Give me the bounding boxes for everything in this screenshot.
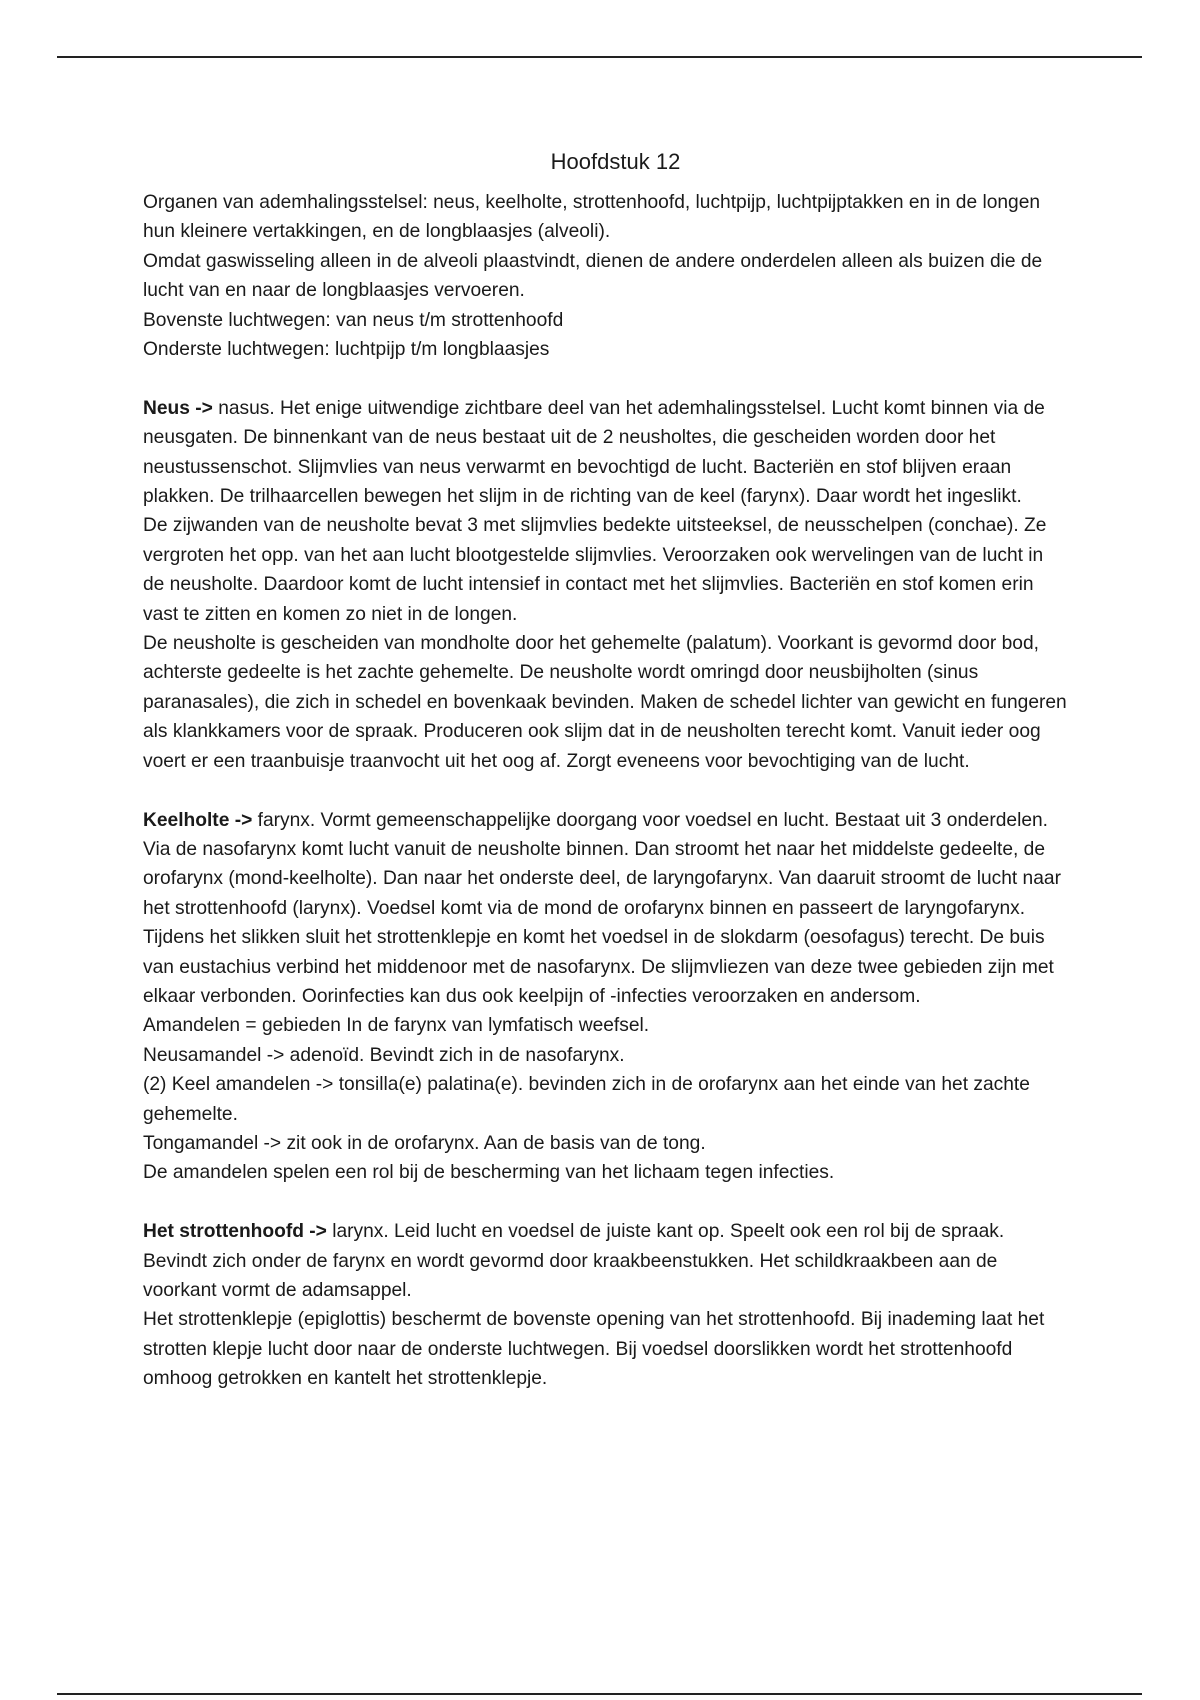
section-keelholte-paragraph: De amandelen spelen een rol bij de bescherming van het lichaam tegen infecties. bbox=[143, 1162, 835, 1184]
paragraph-spacer bbox=[143, 776, 1068, 805]
page-title: Hoofdstuk 12 bbox=[550, 149, 681, 174]
section-keelholte-paragraph: Amandelen = gebieden In de farynx van lymfatisch weefsel. bbox=[143, 1015, 650, 1037]
paragraph-spacer bbox=[143, 1188, 1068, 1217]
section-heading-strottenhoofd: Het strottenhoofd -> bbox=[143, 1221, 327, 1243]
document-page bbox=[143, 144, 1068, 1394]
section-keelholte-paragraph: Tongamandel -> zit ook in de orofarynx. Aan de basis van de tong. bbox=[143, 1132, 706, 1154]
footer-rule bbox=[57, 1693, 1142, 1695]
paragraph-spacer bbox=[143, 364, 1068, 393]
section-strottenhoofd-text: larynx. Leid lucht en voedsel de juiste kant op. Speelt ook een rol bij de spraak. Bevindt zich onder de farynx en wordt gevormd door kraakbeenstukken. Het schildkraakbeen aan de voorkant vormt de adamsappel. bbox=[143, 1221, 1005, 1301]
section-keelholte-paragraph: Neusamandel -> adenoïd. Bevindt zich in de nasofarynx. bbox=[143, 1044, 625, 1066]
intro-line: Organen van ademhalingsstelsel: neus, keelholte, strottenhoofd, luchtpijp, luchtpijptakken en in de longen hun kleinere vertakkingen, en de longblaasjes (alveoli). bbox=[143, 192, 1041, 243]
section-keelholte-paragraph: (2) Keel amandelen -> tonsilla(e) palatina(e). bevinden zich in de orofarynx aan het einde van het zachte gehemelte. bbox=[143, 1074, 1030, 1125]
section-heading-keelholte: Keelholte -> bbox=[143, 809, 253, 831]
intro-line: Bovenste luchtwegen: van neus t/m strottenhoofd bbox=[143, 309, 564, 331]
section-keelholte-lead bbox=[143, 806, 1068, 1012]
section-strottenhoofd-lead bbox=[143, 1217, 1068, 1305]
intro-line: Omdat gaswisseling alleen in de alveoli plaastvindt, dienen de andere onderdelen alleen als buizen die de lucht van en naar de longblaasjes vervoeren. bbox=[143, 250, 1043, 302]
intro-line: Onderste luchtwegen: luchtpijp t/m longblaasjes bbox=[143, 339, 550, 361]
section-keelholte-text: farynx. Vormt gemeenschappelijke doorgang voor voedsel en lucht. Bestaat uit 3 onderdelen. Via de nasofarynx komt lucht vanuit de neusholte binnen. Dan stroomt het naar het middelste gedeelte, de orofarynx (mond-keelholte). Dan naar het onderste deel, de laryngofarynx. Van daaruit stroomt de lucht naar het strottenhoofd (larynx). Voedsel komt via de mond de orofarynx binnen en passeert de laryngofarynx. Tijdens het slikken sluit het strottenklepje en komt het voedsel in de slokdarm (oesofagus) terecht. De buis van eustachius verbind het middenoor met de nasofarynx. De slijmvliezen van deze twee gebieden zijn met elkaar verbonden. Oorinfecties kan dus ook keelpijn of -infecties veroorzaken en andersom. bbox=[143, 809, 1061, 1007]
section-neus-paragraph: De neusholte is gescheiden van mondholte door het gehemelte (palatum). Voorkant is gevormd door bod, achterste gedeelte is het zachte gehemelte. De neusholte wordt omringd door neusbijholten (sinus paranasales), die zich in schedel en bovenkaak bevinden. Maken de schedel lichter van gewicht en fungeren als klankkamers voor de spraak. Produceren ook slijm dat in de neusholten terecht komt. Vanuit ieder oog voert er een traanbuisje traanvocht uit het oog af. Zorgt eveneens voor bevochtiging van de lucht. bbox=[143, 633, 1067, 772]
section-neus-paragraph: De zijwanden van de neusholte bevat 3 met slijmvlies bedekte uitsteeksel, de neusschelpen (conchae). Ze vergroten het opp. van het aan lucht blootgestelde slijmvlies. Veroorzaken ook wervelingen van de lucht in de neusholte. Daardoor komt de lucht intensief in contact met het slijmvlies. Bacteriën en stof komen erin vast te zitten en komen zo niet in de longen. bbox=[143, 515, 1047, 625]
section-neus-text: nasus. Het enige uitwendige zichtbare deel van het ademhalingsstelsel. Lucht komt binnen via de neusgaten. De binnenkant van de neus bestaat uit de 2 neusholtes, die gescheiden worden door het neustussenschot. Slijmvlies van neus verwarmt en bevochtigd de lucht. Bacteriën en stof blijven eraan plakken. De trilhaarcellen bewegen het slijm in de richting van de keel (farynx). Daar wordt het ingeslikt. bbox=[143, 397, 1045, 508]
section-strottenhoofd-paragraph: Het strottenklepje (epiglottis) beschermt de bovenste opening van het strottenhoofd. Bij inademing laat het strotten klepje lucht door naar de onderste luchtwegen. Bij voedsel doorslikken wordt het strottenhoofd omhoog getrokken en kantelt het strottenklepje. bbox=[143, 1309, 1045, 1390]
header-rule bbox=[57, 56, 1142, 58]
section-heading-neus: Neus -> bbox=[143, 397, 213, 419]
section-neus-lead bbox=[143, 394, 1068, 512]
